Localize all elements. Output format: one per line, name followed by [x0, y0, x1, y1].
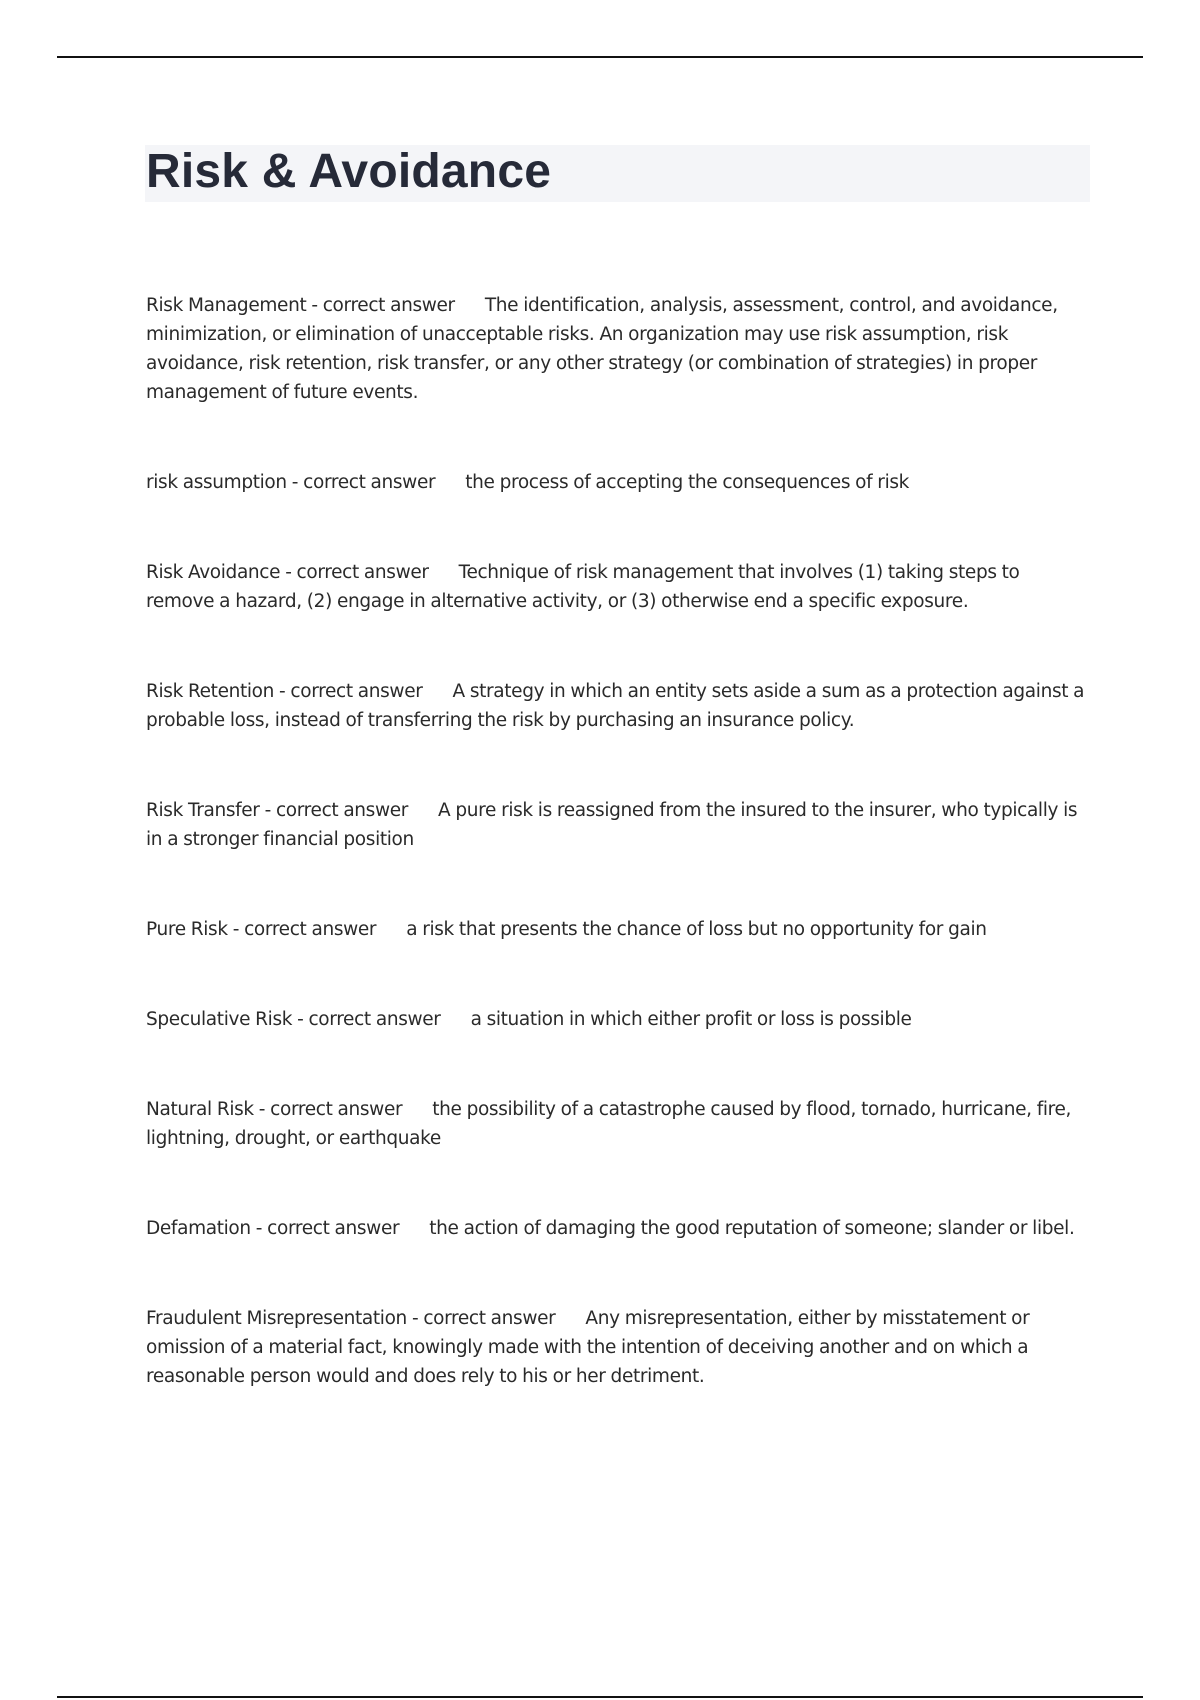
qa-separator: - correct answer: [406, 1308, 556, 1329]
qa-definition: A pure risk is reassigned from the insured to the insurer, who typically is in a stronger financial position: [146, 800, 1078, 850]
qa-term: Risk Transfer: [146, 800, 260, 821]
qa-list: [146, 291, 1091, 1452]
qa-item: [146, 291, 1091, 407]
qa-separator: - correct answer: [253, 1099, 403, 1120]
qa-separator: - correct answer: [286, 472, 436, 493]
qa-item: [146, 468, 1091, 497]
qa-term: Risk Retention: [146, 681, 275, 702]
qa-item: [146, 677, 1091, 735]
qa-term: Pure Risk: [146, 919, 228, 940]
qa-item: [146, 1214, 1091, 1243]
qa-definition: The identification, analysis, assessment, control, and avoidance, minimization, or elimination of unacceptable risks. An organization may use risk assumption, risk avoidance, risk retention, risk transfer, or any other strategy (or combination of strategies) in proper management of future events.: [146, 295, 1058, 403]
qa-separator: - correct answer: [227, 919, 377, 940]
qa-item: [146, 1005, 1091, 1034]
qa-definition: A strategy in which an entity sets aside a sum as a protection against a probable loss, instead of transferring the risk by purchasing an insurance policy.: [146, 681, 1085, 731]
qa-term: Natural Risk: [146, 1099, 254, 1120]
page-title: Risk & Avoidance: [146, 145, 552, 198]
top-divider: [57, 56, 1143, 58]
qa-item: [146, 1095, 1091, 1153]
qa-item: [146, 915, 1091, 944]
qa-definition: a situation in which either profit or loss is possible: [470, 1009, 912, 1030]
qa-item: [146, 558, 1091, 616]
qa-definition: a risk that presents the chance of loss but no opportunity for gain: [406, 919, 987, 940]
qa-definition: the action of damaging the good reputation of someone; slander or libel.: [429, 1218, 1075, 1239]
qa-separator: - correct answer: [280, 562, 429, 583]
qa-separator: - correct answer: [292, 1009, 441, 1030]
qa-item: [146, 1304, 1091, 1391]
qa-definition: Technique of risk management that involves (1) taking steps to remove a hazard, (2) engage in alternative activity, or (3) otherwise end a specific exposure.: [146, 562, 1020, 612]
qa-definition: the process of accepting the consequences of risk: [465, 472, 910, 493]
qa-term: risk assumption: [146, 472, 287, 493]
qa-definition: the possibility of a catastrophe caused by flood, tornado, hurricane, fire, lightning, drought, or earthquake: [146, 1099, 1072, 1149]
qa-separator: - correct answer: [250, 1218, 400, 1239]
qa-term: Risk Avoidance: [146, 562, 281, 583]
qa-term: Risk Management: [146, 295, 307, 316]
qa-definition: Any misrepresentation, either by misstatement or omission of a material fact, knowingly made with the intention of deceiving another and on which a reasonable person would and does rely to his or her detriment.: [146, 1308, 1030, 1387]
qa-term: Defamation: [146, 1218, 251, 1239]
qa-separator: - correct answer: [274, 681, 423, 702]
bottom-divider: [57, 1696, 1143, 1698]
qa-term: Speculative Risk: [146, 1009, 293, 1030]
qa-separator: - correct answer: [259, 800, 409, 821]
qa-term: Fraudulent Misrepresentation: [146, 1308, 407, 1329]
qa-item: [146, 796, 1091, 854]
qa-separator: - correct answer: [306, 295, 455, 316]
